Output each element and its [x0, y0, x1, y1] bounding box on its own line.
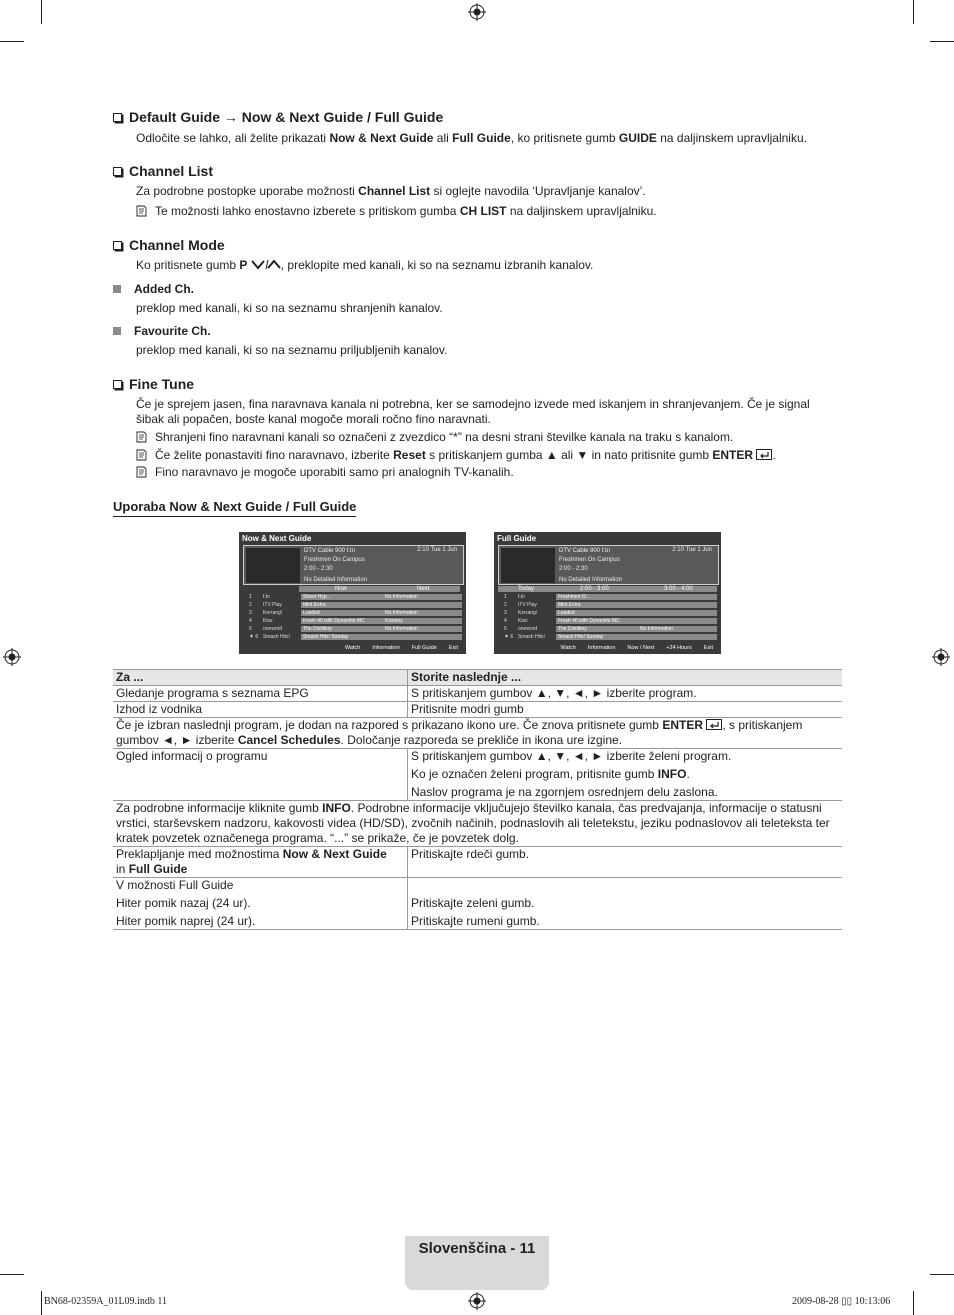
registration-mark-icon [932, 648, 950, 666]
tv-program-bar [301, 610, 462, 616]
tv-footer-item[interactable]: Exit [448, 645, 458, 651]
tv-info-time: 2:10 Tue 1 Jun [417, 547, 457, 553]
tv-info-channel: DTV Cable 900 f.tn [304, 548, 356, 554]
tv-channel-row[interactable] [243, 602, 462, 608]
channel-list-note: Te možnosti lahko enostavno izberete s pritiskom gumba CH LIST na daljinskem upravljalniku. [136, 204, 657, 219]
channel-mode-item-favourite: Favourite Ch. [113, 324, 211, 338]
tv-channel-row[interactable] [243, 626, 462, 632]
tv-info-panel [498, 545, 719, 585]
tv-channel-number: 1 [504, 594, 507, 600]
table-row [113, 878, 842, 930]
tv-channel-number: 4 [249, 618, 252, 624]
note-icon [136, 205, 147, 217]
page-number-label: Slovenščina - 11 [418, 1240, 536, 1257]
tv-channel-name: Kiss [263, 618, 273, 624]
tv-channel-name: Kerrang! [263, 610, 283, 616]
tv-col-time: 3:00 - 4:00 [664, 586, 693, 592]
tv-program-now: Street Hyp... [303, 594, 331, 600]
table-cell: Preklapljanje med možnostima Now & Next Guide in Full Guide [113, 847, 408, 878]
table-cell: S pritiskanjem gumbov ▲, ▼, ◄, ► izberite program. [408, 686, 843, 702]
crop-mark [930, 1274, 954, 1275]
registration-mark-icon [3, 648, 21, 666]
imprint-file: BN68-02359A_01L09.indb 11 [44, 1296, 167, 1307]
table-row [113, 749, 842, 801]
table-cell: Gledanje programa s seznama EPG [113, 686, 408, 702]
note-icon [136, 466, 147, 478]
channel-mode-item-desc: preklop med kanali, ki so na seznamu priljubljenih kanalov. [136, 343, 448, 357]
tv-info-program: Freshmen On Campus [304, 557, 365, 563]
tv-channel-row[interactable] [243, 634, 462, 640]
section-title-channel-list: Channel List [113, 163, 213, 179]
fine-tune-body: Če je sprejem jasen, fina naravnava kanala ni potrebna, ker se samodejno izvede med iskanjem in shranjevanjem. Če je signal šibak ali popačen, boste kanal mogoče morali ročno fino naravnati. [136, 397, 810, 426]
channel-up-down-icon [251, 259, 281, 270]
tv-program-bar [556, 610, 717, 616]
tv-info-slot: 2:00 - 2:30 [304, 566, 333, 572]
table-cell: Pritiskajte rdeči gumb. [408, 847, 843, 878]
tv-footer-item[interactable]: Full Guide [411, 645, 437, 651]
checkbox-bullet-icon [113, 113, 122, 122]
tv-title: Full Guide [497, 534, 537, 543]
tv-channel-number: 4 [504, 618, 507, 624]
table-cell: Ogled informacij o programu [113, 749, 408, 801]
tv-program-now: Freshmen O... [558, 594, 590, 600]
checkbox-bullet-icon [113, 167, 122, 176]
enter-icon [756, 449, 772, 460]
tv-program-now: The Distillery [558, 626, 587, 632]
tv-column-header [498, 586, 717, 592]
tv-channel-number: ▼ 6 [249, 634, 259, 640]
table-header-row [113, 670, 842, 686]
tv-program-next: Kisstory [385, 618, 403, 624]
tv-footer-item[interactable]: Now / Next [627, 645, 655, 651]
crop-mark [41, 1291, 42, 1315]
usage-heading: Uporaba Now & Next Guide / Full Guide [113, 499, 356, 517]
tv-channel-name: ITV Play [518, 602, 537, 608]
tv-program-now: Mint Extra [558, 602, 581, 608]
tv-channel-name: Kiss [518, 618, 528, 624]
channel-mode-item-added: Added Ch. [113, 282, 194, 296]
tv-screen-full-guide [494, 532, 721, 654]
table-cell: Če je izbran naslednji program, je dodan na razpored s prikazano ikono ure. Če znova pritisnete gumb ENTER , s pritiskanjem gumbov ◄, ► izberite Cancel Schedules. Določanje razporeda se prekliče in ikona ure izgine. [113, 718, 842, 749]
enter-icon [706, 719, 722, 730]
channel-mode-body: Ko pritisnete gumb P , preklopite med kanali, ki so na seznamu izbranih kanalov. [136, 258, 594, 272]
tv-program-now: Loaded [303, 610, 320, 616]
tv-info-detail: No Detailed Information [559, 577, 623, 583]
tv-program-next: No Information [385, 626, 418, 632]
tv-info-program: Freshmen On Campus [559, 557, 620, 563]
tv-channel-name: Smash Hits! [263, 634, 290, 640]
tv-program-now: Mint Extra [303, 602, 326, 608]
square-bullet-icon [113, 285, 121, 293]
crop-mark [913, 1291, 914, 1315]
crop-mark [913, 0, 914, 24]
tv-channel-number: ▼ 6 [504, 634, 514, 640]
tv-channel-name: f.tn [518, 594, 525, 600]
fine-tune-note: Fino naravnavo je mogoče uporabiti samo pri analognih TV-kanalih. [136, 465, 514, 480]
tv-title: Now & Next Guide [242, 534, 312, 543]
note-icon [136, 449, 147, 461]
tv-program-next: No Information [385, 594, 418, 600]
tv-channel-number: 2 [249, 602, 252, 608]
registration-mark-icon [468, 3, 486, 21]
tv-channel-name: Kerrang! [518, 610, 538, 616]
tv-channel-row[interactable] [498, 618, 717, 624]
tv-footer-item[interactable]: Information [372, 645, 400, 651]
tv-channel-number: 3 [249, 610, 252, 616]
channel-list-body: Za podrobne postopke uporabe možnosti Channel List si oglejte navodila ‘Upravljanje kanalov’. [136, 184, 646, 198]
fine-tune-note: Če želite ponastaviti fino naravnavo, izberite Reset s pritiskanjem gumba ▲ ali ▼ in nato pritisnite gumb ENTER . [136, 448, 776, 463]
section-title-channel-mode: Channel Mode [113, 237, 225, 253]
tv-col-today: Today [518, 586, 535, 592]
table-cell: Za podrobne informacije kliknite gumb INFO. Podrobne informacije vključujejo številko kanala, čas predvajanja, informacije o statusni vrstici, starševskem nadzoru, kakovosti videa (HD/SD), zvočnih načinih, podnaslovih ali teletekstu, jeziku podnaslovov ali teleteksta ter kratek povzetek označenega programa. “...” se prikaže, če je povzetek dolg. [113, 801, 842, 847]
tv-col-next: Next [417, 586, 430, 592]
imprint-date: 2009-08-28 ▯▯ 10:13:06 [792, 1296, 891, 1307]
tv-program-now: Loaded [558, 610, 575, 616]
table-cell: Izhod iz vodnika [113, 702, 408, 718]
tv-col-time: 2:00 - 3:00 [580, 586, 609, 592]
default-guide-body: Odločite se lahko, ali želite prikazati Now & Next Guide ali Full Guide, ko pritisnete gumb GUIDE na daljinskem upravljalniku. [136, 131, 807, 145]
table-header-cell: Storite naslednje ... [408, 670, 843, 686]
tv-channel-row[interactable] [498, 602, 717, 608]
tv-footer-item[interactable]: Watch [344, 645, 361, 651]
tv-channel-name: f.tn [263, 594, 270, 600]
tv-info-channel: DTV Cable 900 f.tn [559, 548, 611, 554]
tv-channel-number: 1 [249, 594, 252, 600]
tv-channel-name: Smash Hits! [518, 634, 545, 640]
tv-column-header [299, 586, 460, 592]
tv-channel-row[interactable] [498, 634, 717, 640]
tv-channel-name: ITV Play [263, 602, 282, 608]
table-row [113, 718, 842, 749]
note-icon [136, 431, 147, 443]
tv-program-next: No Information [640, 626, 673, 632]
checkbox-bullet-icon [113, 241, 122, 250]
tv-screen-now-next [239, 532, 466, 654]
tv-footer-item[interactable]: Watch [560, 645, 576, 651]
channel-mode-item-desc: preklop med kanali, ki so na seznamu shranjenih kanalov. [136, 301, 443, 315]
table-row [113, 702, 842, 718]
table-header-cell: Za ... [113, 670, 408, 686]
tv-footer [494, 645, 721, 651]
crop-mark [0, 41, 24, 42]
guide-usage-table [113, 669, 842, 930]
crop-mark [930, 41, 954, 42]
table-cell: S pritiskanjem gumbov ▲, ▼, ◄, ► izberite želeni program. Ko je označen želeni program, pritisnite gumb INFO. Naslov programa je na zgornjem osrednjem delu zaslona. [408, 749, 843, 801]
registration-mark-icon [468, 1292, 486, 1310]
tv-program-next: No Information [385, 610, 418, 616]
checkbox-bullet-icon [113, 380, 122, 389]
tv-channel-row[interactable] [243, 610, 462, 616]
square-bullet-icon [113, 327, 121, 335]
tv-program-now: Smash Hits! Sunday [558, 634, 604, 640]
tv-channel-row[interactable] [498, 594, 717, 600]
tv-col-now: Now [335, 586, 348, 592]
table-cell: Pritiskajte zeleni gumb. Pritiskajte rumeni gumb. [408, 878, 843, 930]
section-title-fine-tune: Fine Tune [113, 376, 194, 392]
tv-channel-number: 3 [504, 610, 507, 616]
crop-mark [0, 1274, 24, 1275]
tv-channel-number: 2 [504, 602, 507, 608]
tv-channel-number: 5 [249, 626, 252, 632]
fine-tune-note: Shranjeni fino naravnani kanali so označeni z zvezdico “*” na desni strani številke kanala na traku s kanalom. [136, 430, 733, 445]
table-cell: V možnosti Full Guide Hiter pomik nazaj (24 ur). Hiter pomik naprej (24 ur). [113, 878, 408, 930]
tv-program-now: Fresh 40 with Dynamite MC [558, 618, 620, 624]
tv-footer-item[interactable]: +24 Hours [666, 645, 692, 651]
tv-channel-number: 5 [504, 626, 507, 632]
table-row [113, 847, 842, 878]
tv-preview-image [501, 548, 555, 583]
tv-channel-name: oneword [263, 626, 283, 632]
tv-program-now: Fresh 40 with Dynamite MC [303, 618, 365, 624]
tv-info-slot: 2:00 - 2:30 [559, 566, 588, 572]
tv-channel-row[interactable] [498, 626, 717, 632]
tv-channel-row[interactable] [498, 610, 717, 616]
tv-channel-row[interactable] [243, 618, 462, 624]
table-cell: Pritisnite modri gumb [408, 702, 843, 718]
tv-channel-name: oneword [518, 626, 538, 632]
tv-program-now: Smash Hits! Sunday [303, 634, 349, 640]
tv-info-time: 2:10 Tue 1 Jun [672, 547, 712, 553]
table-row [113, 801, 842, 847]
tv-footer-item[interactable]: Exit [703, 645, 713, 651]
tv-info-panel [243, 545, 464, 585]
tv-channel-row[interactable] [243, 594, 462, 600]
tv-footer [239, 645, 466, 651]
section-title-default-guide: Default Guide → Now & Next Guide / Full Guide [113, 109, 443, 125]
table-row [113, 686, 842, 702]
tv-info-detail: No Detailed Information [304, 577, 368, 583]
crop-mark [41, 0, 42, 24]
tv-preview-image [246, 548, 300, 583]
tv-footer-item[interactable]: Information [587, 645, 616, 651]
tv-program-now: The Distillery [303, 626, 332, 632]
